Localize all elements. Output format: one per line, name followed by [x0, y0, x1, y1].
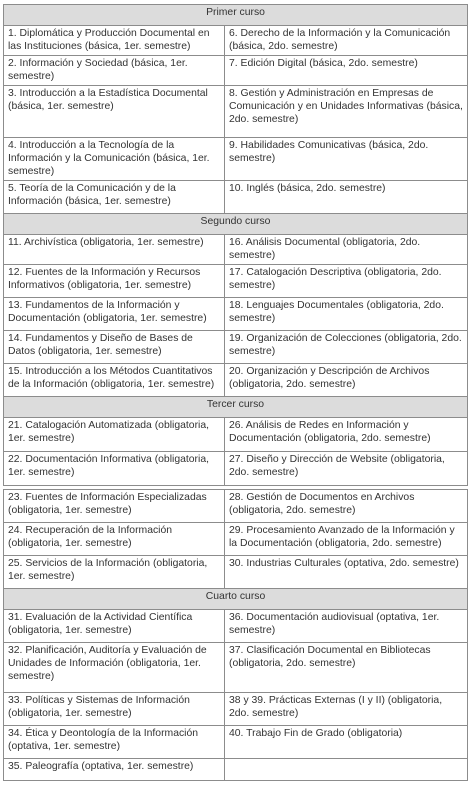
course-cell: 20. Organización y Descripción de Archivos (obligatoria, 2do. semestre) [225, 364, 468, 397]
course-cell: 13. Fundamentos de la Información y Documentación (obligatoria, 1er. semestre) [4, 298, 225, 331]
table-row [4, 86, 468, 138]
empty-cell [225, 759, 468, 781]
table-row [4, 181, 468, 214]
course-cell: 18. Lenguajes Documentales (obligatoria, 2do. semestre) [225, 298, 468, 331]
table-row [4, 418, 468, 452]
course-cell: 37. Clasificación Documental en Bibliotecas (obligatoria, 2do. semestre) [225, 643, 468, 693]
course-cell: 33. Políticas y Sistemas de Información (obligatoria, 1er. semestre) [4, 693, 225, 726]
course-cell: 5. Teoría de la Comunicación y de la Información (básica, 1er. semestre) [4, 181, 225, 214]
course-cell: 15. Introducción a los Métodos Cuantitativos de la Información (obligatoria, 1er. semestre) [4, 364, 225, 397]
course-cell: 7. Edición Digital (básica, 2do. semestre) [225, 56, 468, 86]
course-cell: 4. Introducción a la Tecnología de la Información y la Comunicación (básica, 1er. semestre) [4, 138, 225, 181]
table-row [4, 693, 468, 726]
course-cell: 23. Fuentes de Información Especializadas (obligatoria, 1er. semestre) [4, 490, 225, 523]
section-header-row [4, 214, 468, 235]
course-cell: 6. Derecho de la Información y la Comunicación (básica, 2do. semestre) [225, 26, 468, 56]
curriculum-table [3, 4, 468, 781]
section-header-row [4, 5, 468, 26]
course-cell: 35. Paleografía (optativa, 1er. semestre) [4, 759, 225, 781]
course-cell: 16. Análisis Documental (obligatoria, 2do. semestre) [225, 235, 468, 265]
course-cell: 3. Introducción a la Estadística Documental (básica, 1er. semestre) [4, 86, 225, 138]
table-row [4, 364, 468, 397]
table-row [4, 265, 468, 298]
table-row [4, 26, 468, 56]
course-cell: 9. Habilidades Comunicativas (básica, 2do. semestre) [225, 138, 468, 181]
course-cell: 36. Documentación audiovisual (optativa, 1er. semestre) [225, 610, 468, 643]
course-cell: 31. Evaluación de la Actividad Científica (obligatoria, 1er. semestre) [4, 610, 225, 643]
course-cell: 32. Planificación, Auditoría y Evaluación de Unidades de Información (obligatoria, 1er. semestre) [4, 643, 225, 693]
table-row [4, 452, 468, 486]
table-row [4, 298, 468, 331]
table-row [4, 56, 468, 86]
table-row [4, 523, 468, 556]
table-row [4, 726, 468, 759]
table-row [4, 556, 468, 589]
section-header-row [4, 397, 468, 418]
course-cell: 34. Ética y Deontología de la Información (optativa, 1er. semestre) [4, 726, 225, 759]
section-fourth-year: Cuarto curso [4, 589, 468, 610]
course-cell: 19. Organización de Colecciones (obligatoria, 2do. semestre) [225, 331, 468, 364]
course-cell: 17. Catalogación Descriptiva (obligatoria, 2do. semestre) [225, 265, 468, 298]
section-second-year: Segundo curso [4, 214, 468, 235]
course-cell: 24. Recuperación de la Información (obligatoria, 1er. semestre) [4, 523, 225, 556]
table-row [4, 643, 468, 693]
table-row [4, 759, 468, 781]
table-row [4, 138, 468, 181]
table-row [4, 331, 468, 364]
course-cell: 30. Industrias Culturales (optativa, 2do. semestre) [225, 556, 468, 589]
table-row [4, 610, 468, 643]
course-cell: 10. Inglés (básica, 2do. semestre) [225, 181, 468, 214]
course-cell: 40. Trabajo Fin de Grado (obligatoria) [225, 726, 468, 759]
course-cell: 25. Servicios de la Información (obligatoria, 1er. semestre) [4, 556, 225, 589]
course-cell: 8. Gestión y Administración en Empresas de Comunicación y en Unidades Informativas (básica, 2do. semestre) [225, 86, 468, 138]
section-header-row [4, 589, 468, 610]
section-third-year: Tercer curso [4, 397, 468, 418]
course-cell: 22. Documentación Informativa (obligatoria, 1er. semestre) [4, 452, 225, 486]
table-row [4, 490, 468, 523]
table-row [4, 235, 468, 265]
course-cell: 27. Diseño y Dirección de Website (obligatoria, 2do. semestre) [225, 452, 468, 486]
course-cell: 11. Archivística (obligatoria, 1er. semestre) [4, 235, 225, 265]
course-cell: 21. Catalogación Automatizada (obligatoria, 1er. semestre) [4, 418, 225, 452]
course-cell: 12. Fuentes de la Información y Recursos Informativos (obligatoria, 1er. semestre) [4, 265, 225, 298]
course-cell: 38 y 39. Prácticas Externas (I y II) (obligatoria, 2do. semestre) [225, 693, 468, 726]
course-cell: 2. Información y Sociedad (básica, 1er. semestre) [4, 56, 225, 86]
course-cell: 14. Fundamentos y Diseño de Bases de Datos (obligatoria, 1er. semestre) [4, 331, 225, 364]
section-first-year: Primer curso [4, 5, 468, 26]
course-cell: 1. Diplomática y Producción Documental en las Instituciones (básica, 1er. semestre) [4, 26, 225, 56]
course-cell: 29. Procesamiento Avanzado de la Información y la Documentación (obligatoria, 2do. semestre) [225, 523, 468, 556]
course-cell: 26. Análisis de Redes en Información y Documentación (obligatoria, 2do. semestre) [225, 418, 468, 452]
course-cell: 28. Gestión de Documentos en Archivos (obligatoria, 2do. semestre) [225, 490, 468, 523]
